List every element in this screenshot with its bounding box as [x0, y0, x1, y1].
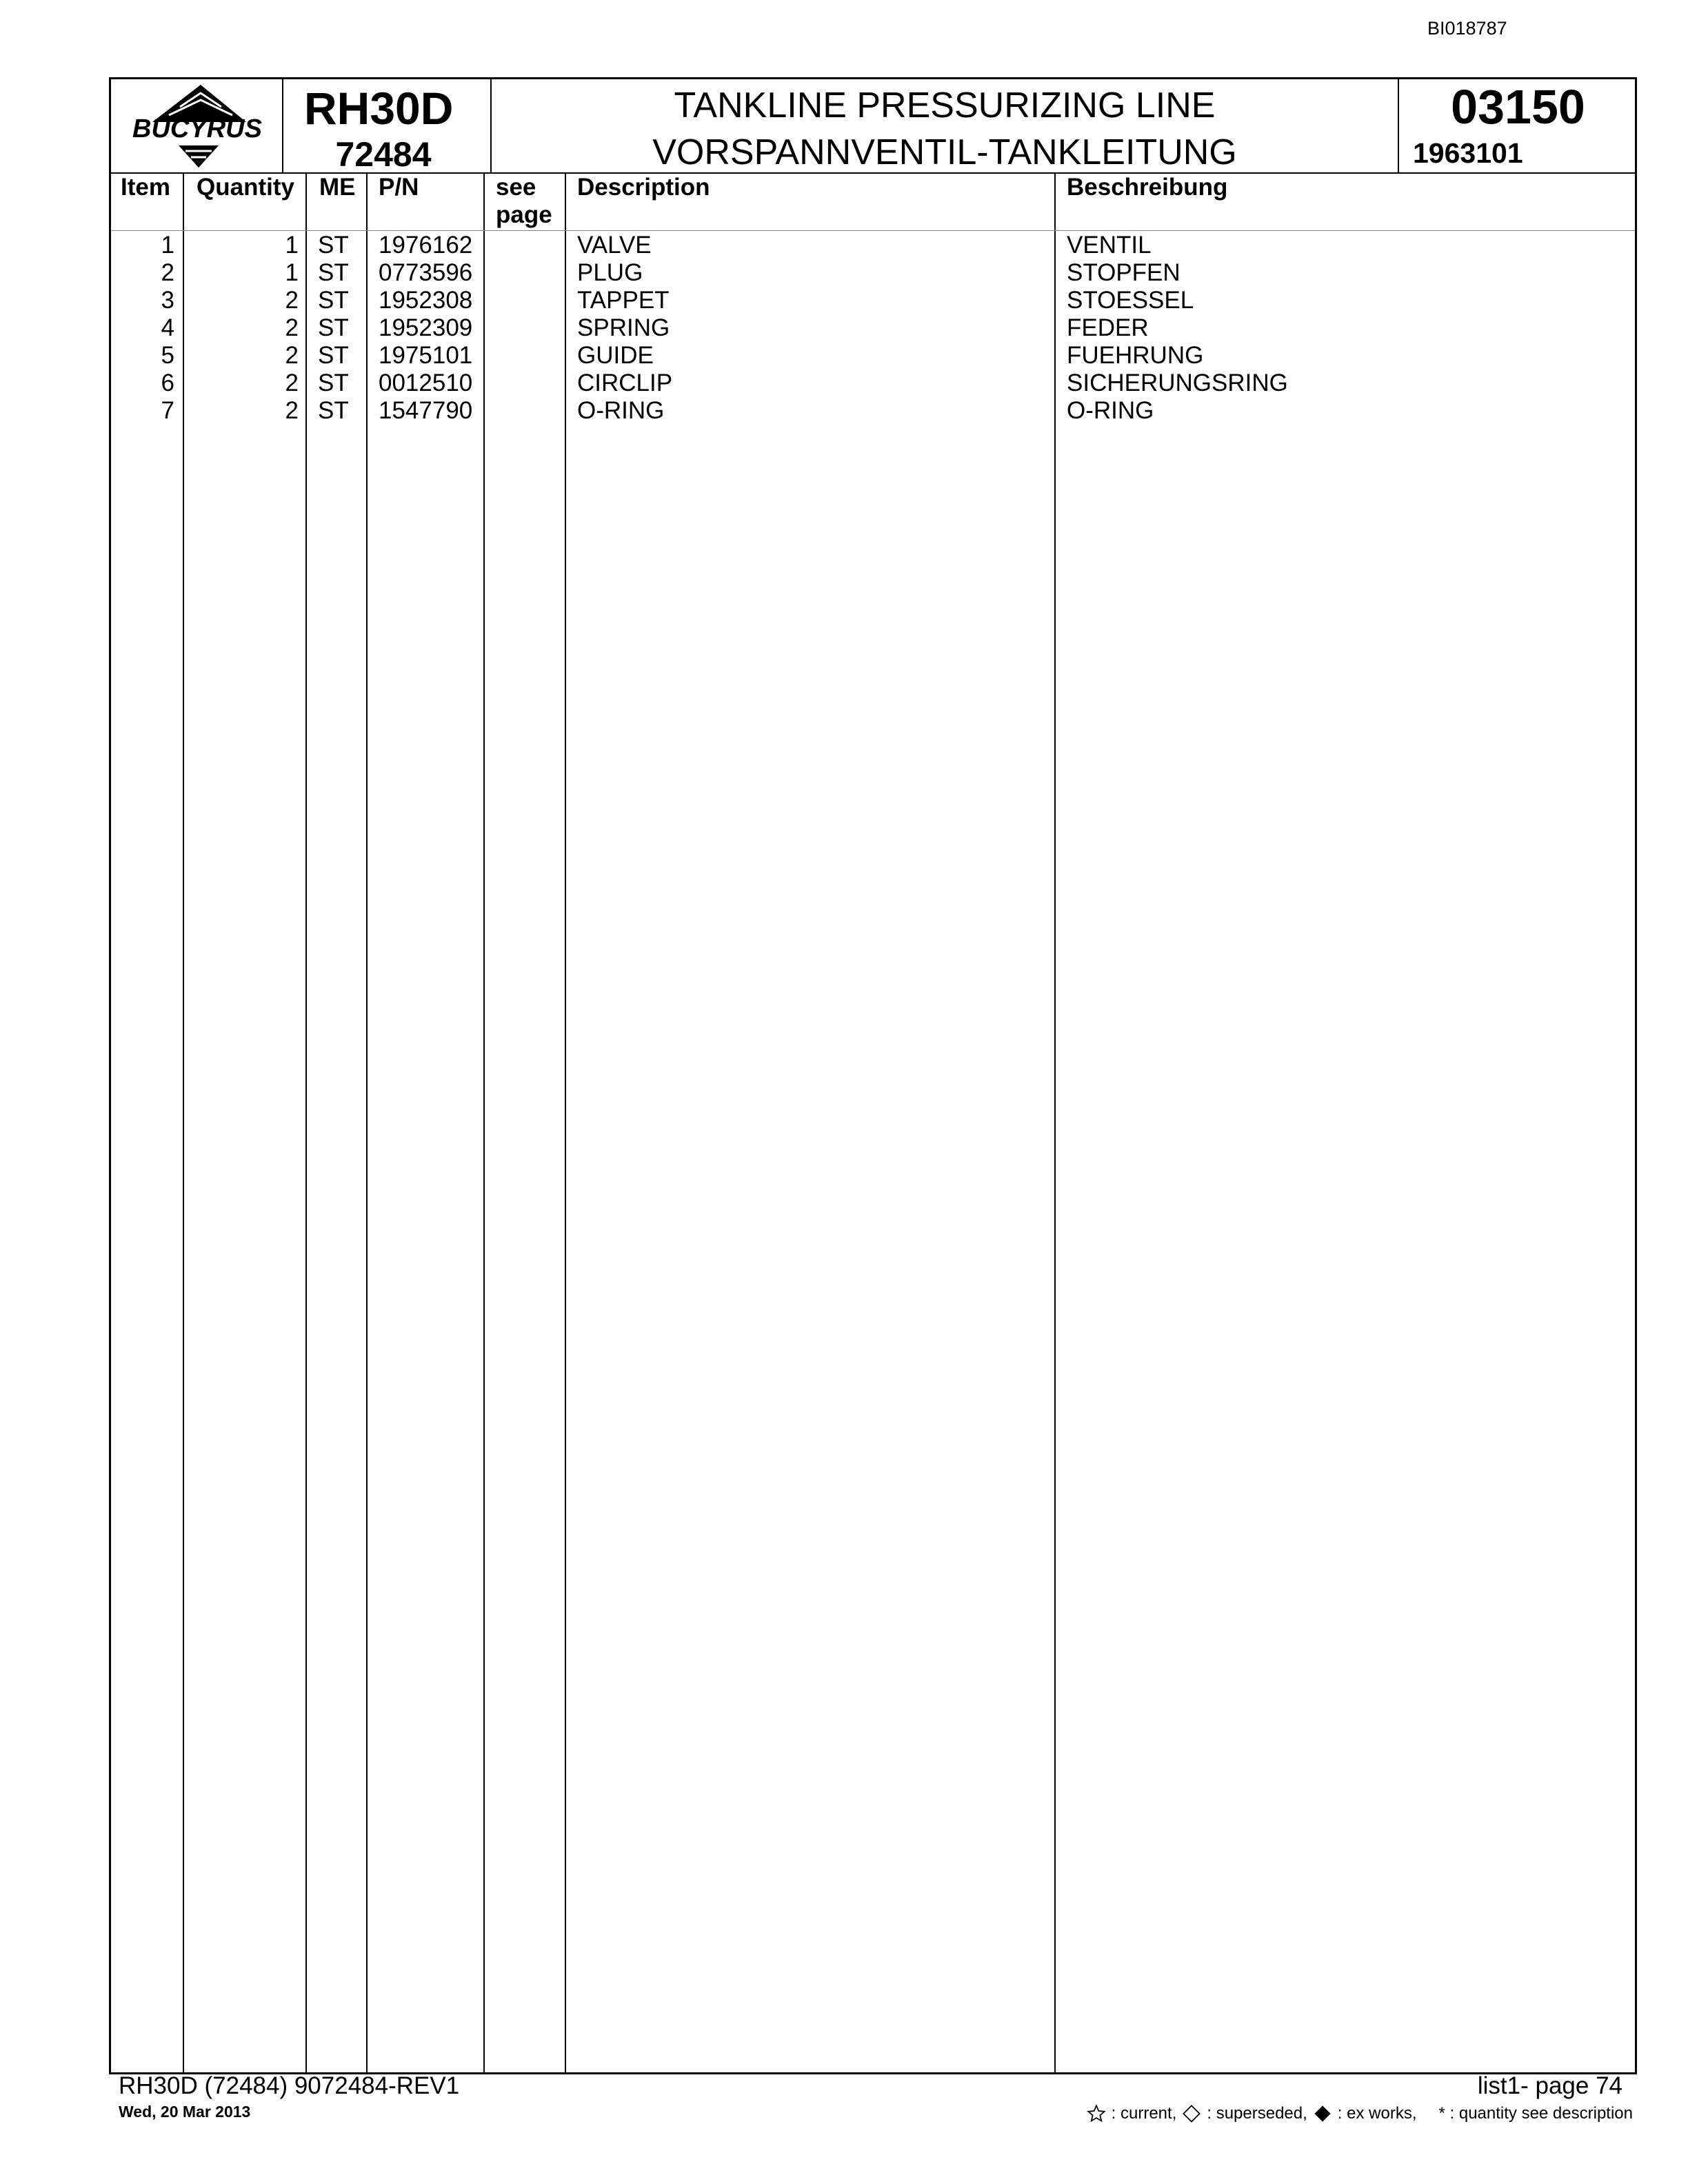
column-header-page: page	[496, 201, 552, 228]
cell-me: ST	[318, 259, 349, 286]
cell-description: SPRING	[577, 314, 670, 341]
column-header-see: see	[496, 174, 536, 201]
cell-quantity: 1	[285, 259, 299, 286]
column-divider	[565, 174, 566, 2072]
column-header-beschreibung: Beschreibung	[1067, 174, 1228, 201]
column-divider	[305, 174, 307, 2072]
cell-pn: 1975101	[379, 342, 473, 369]
cell-description: O-RING	[577, 397, 665, 424]
footer-reference: RH30D (72484) 9072484-REV1	[119, 2072, 460, 2099]
group-cell	[1399, 79, 1637, 172]
model-cell	[283, 79, 492, 172]
cell-quantity: 2	[285, 370, 299, 396]
logo-cell	[111, 79, 283, 172]
cell-description: GUIDE	[577, 342, 654, 369]
column-header-quantity: Quantity	[197, 174, 294, 201]
cell-item: 3	[161, 287, 174, 314]
column-header-me: ME	[319, 174, 356, 201]
title-cell	[492, 79, 1399, 172]
cell-me: ST	[318, 232, 349, 259]
cell-item: 1	[161, 232, 174, 259]
cell-item: 6	[161, 370, 174, 396]
cell-description: TAPPET	[577, 287, 670, 314]
legend-quantity: * : quantity see description	[1438, 2104, 1633, 2123]
model-number: 72484	[335, 135, 432, 174]
cell-beschreibung: STOPFEN	[1067, 259, 1180, 286]
column-divider	[483, 174, 485, 2072]
group-subnumber: 1963101	[1413, 137, 1523, 169]
cell-item: 5	[161, 342, 174, 369]
model-name: RH30D	[304, 83, 454, 134]
cell-description: VALVE	[577, 232, 652, 259]
cell-quantity: 2	[285, 314, 299, 341]
cell-quantity: 1	[285, 232, 299, 259]
cell-item: 4	[161, 314, 174, 341]
cell-beschreibung: STOESSEL	[1067, 287, 1194, 314]
header-divider	[111, 230, 1635, 231]
cell-description: CIRCLIP	[577, 370, 673, 396]
cell-item: 7	[161, 397, 174, 424]
star-icon	[1087, 2104, 1106, 2123]
cell-pn: 1952309	[379, 314, 473, 341]
cell-quantity: 2	[285, 397, 299, 424]
column-header-pn: P/N	[379, 174, 419, 201]
column-divider	[366, 174, 368, 2072]
cell-quantity: 2	[285, 342, 299, 369]
cell-me: ST	[318, 342, 349, 369]
legend-ex-works: : ex works,	[1337, 2104, 1417, 2123]
header-block	[109, 77, 1637, 174]
legend-current: : current,	[1111, 2104, 1177, 2123]
title-english: TANKLINE PRESSURIZING LINE	[674, 85, 1216, 125]
column-header-item: Item	[121, 174, 170, 201]
cell-beschreibung: SICHERUNGSRING	[1067, 370, 1288, 396]
bucyrus-logo	[111, 79, 283, 176]
document-id: BI018787	[1427, 18, 1507, 39]
column-divider	[183, 174, 184, 2072]
group-number: 03150	[1451, 80, 1585, 134]
diamond-filled-icon	[1313, 2104, 1332, 2123]
legend	[1087, 2104, 1633, 2123]
cell-pn: 0012510	[379, 370, 473, 396]
column-divider	[1054, 174, 1056, 2072]
footer-date: Wed, 20 Mar 2013	[119, 2103, 251, 2121]
cell-beschreibung: O-RING	[1067, 397, 1154, 424]
column-header-description: Description	[577, 174, 710, 201]
footer-page-number: list1- page 74	[1477, 2072, 1622, 2099]
parts-table	[109, 174, 1637, 2074]
cell-pn: 1976162	[379, 232, 473, 259]
cell-quantity: 2	[285, 287, 299, 314]
cell-beschreibung: FEDER	[1067, 314, 1149, 341]
cell-pn: 1952308	[379, 287, 473, 314]
title-german: VORSPANNVENTIL-TANKLEITUNG	[652, 132, 1237, 172]
cell-beschreibung: FUEHRUNG	[1067, 342, 1204, 369]
cell-pn: 0773596	[379, 259, 473, 286]
cell-beschreibung: VENTIL	[1067, 232, 1152, 259]
cell-item: 2	[161, 259, 174, 286]
cell-me: ST	[318, 370, 349, 396]
cell-me: ST	[318, 314, 349, 341]
cell-me: ST	[318, 397, 349, 424]
cell-pn: 1547790	[379, 397, 473, 424]
cell-me: ST	[318, 287, 349, 314]
logo-text: BUCYRUS	[132, 114, 262, 143]
legend-superseded: : superseded,	[1207, 2104, 1307, 2123]
cell-description: PLUG	[577, 259, 643, 286]
diamond-outline-icon	[1182, 2104, 1201, 2123]
